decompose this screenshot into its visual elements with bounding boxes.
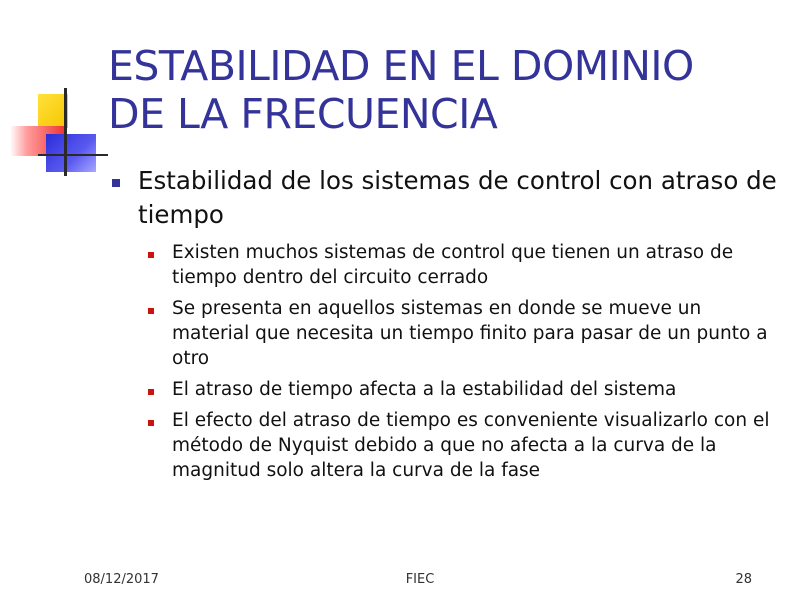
square-bullet-icon: [148, 420, 154, 426]
sub-bullet-text: El atraso de tiempo afecta a la estabilidad del sistema: [172, 379, 677, 400]
footer-date: 08/12/2017: [84, 572, 159, 587]
bullet-text: Estabilidad de los sistemas de control con atraso de tiempo: [138, 166, 777, 229]
sub-bullet-item: [108, 377, 778, 402]
logo-vertical-line: [64, 88, 67, 176]
square-bullet-icon: [112, 179, 120, 187]
footer-organization: FIEC: [405, 572, 435, 587]
sub-bullet-item: [108, 296, 778, 371]
sub-bullet-list: [108, 240, 778, 483]
slide-content: [108, 164, 778, 489]
sub-bullet-text: Se presenta en aquellos sistemas en donde se mueve un material que necesita un tiempo finito para pasar de un punto a otro: [172, 298, 768, 369]
square-bullet-icon: [148, 252, 154, 258]
footer-page-number: 28: [735, 572, 752, 587]
logo-blue-square: [46, 134, 96, 172]
sub-bullet-text: El efecto del atraso de tiempo es conveniente visualizarlo con el método de Nyquist debido a que no afecta a la curva de la magnitud solo altera la curva de la fase: [172, 410, 770, 481]
sub-bullet-item: [108, 408, 778, 483]
logo-horizontal-line: [38, 154, 108, 156]
square-bullet-icon: [148, 308, 154, 314]
title-line-2: DE LA FRECUENCIA: [108, 90, 498, 138]
decorative-logo: [0, 0, 110, 190]
square-bullet-icon: [148, 389, 154, 395]
sub-bullet-item: [108, 240, 778, 290]
slide-title: [108, 42, 788, 138]
bullet-item-level1: [108, 164, 778, 232]
title-line-1: ESTABILIDAD EN EL DOMINIO: [108, 42, 694, 90]
sub-bullet-text: Existen muchos sistemas de control que tienen un atraso de tiempo dentro del circuito cerrado: [172, 242, 734, 288]
slide-footer: [0, 572, 800, 592]
